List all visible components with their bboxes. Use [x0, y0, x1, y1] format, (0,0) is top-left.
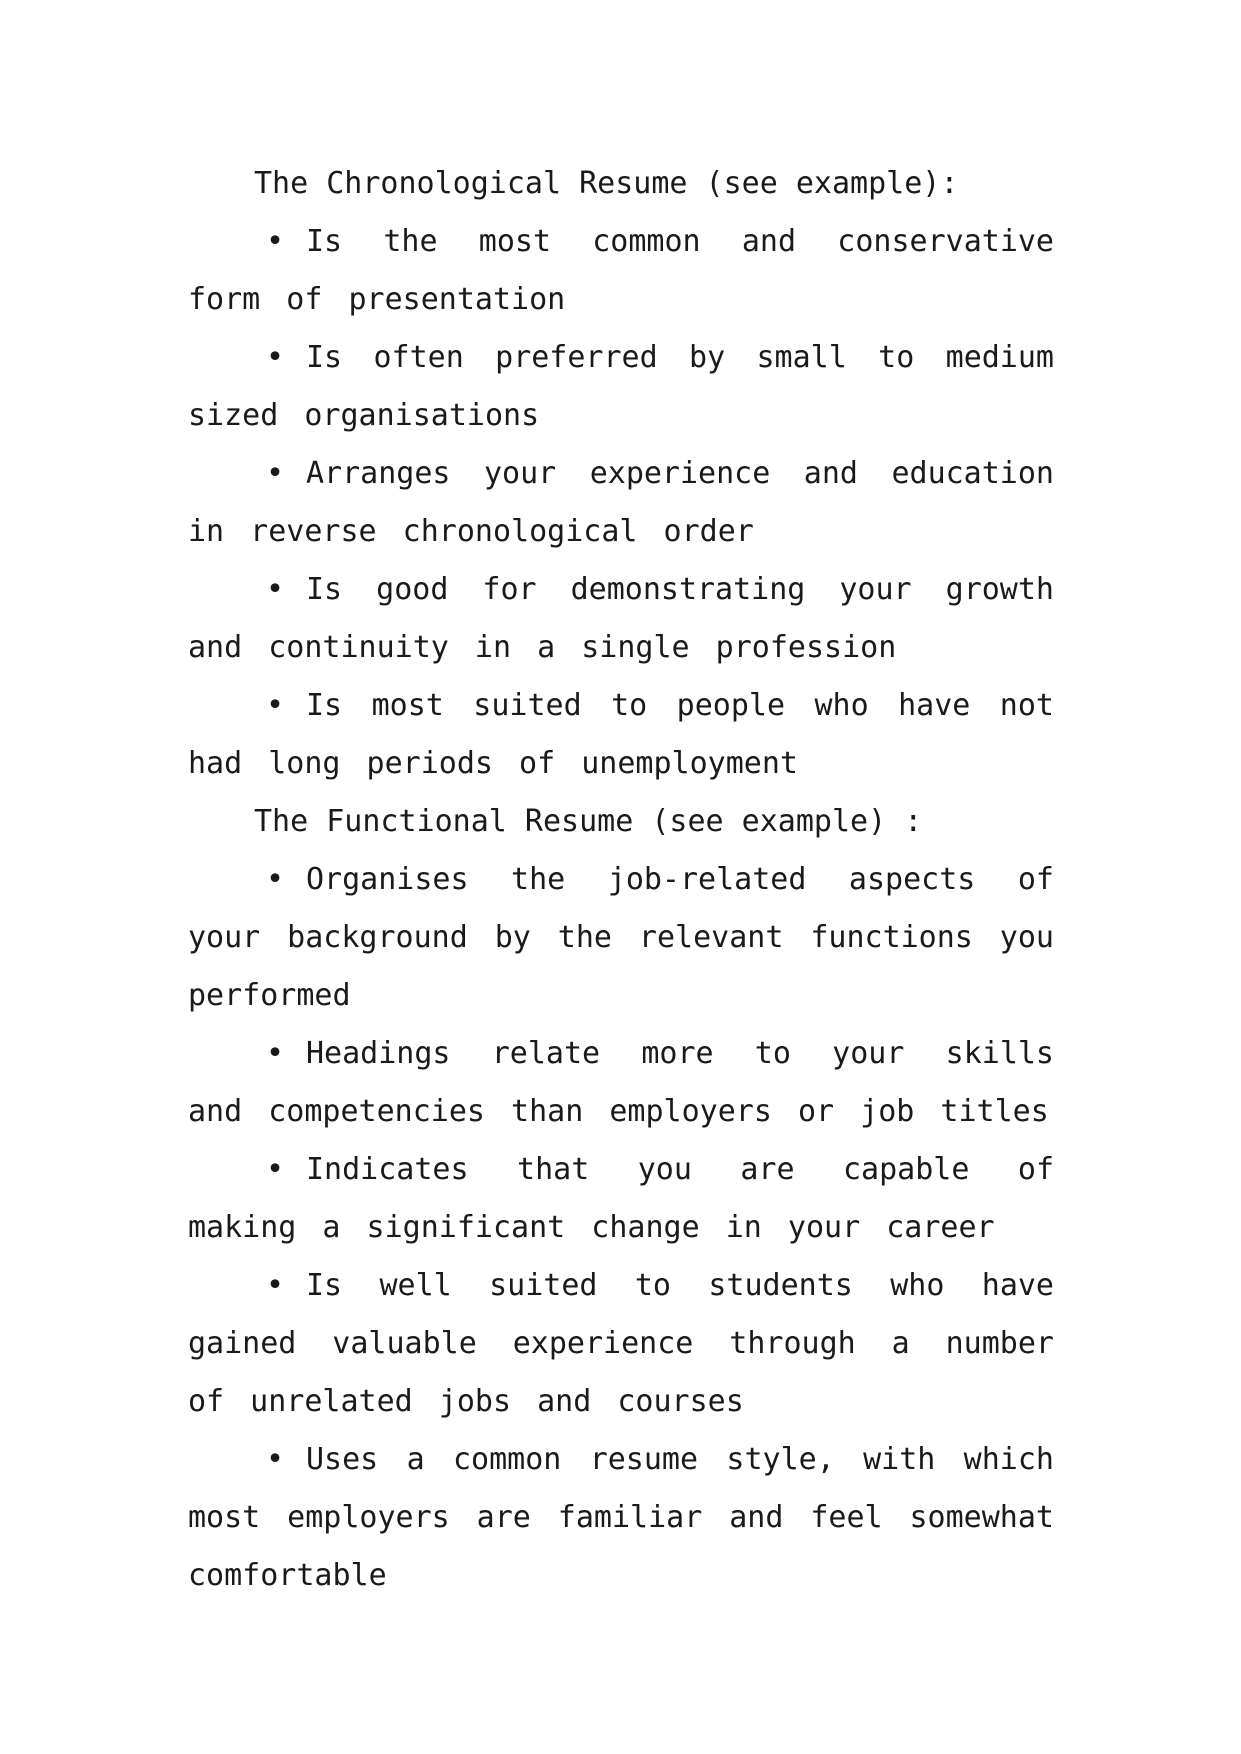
bullet-icon: • — [266, 688, 285, 723]
list-item-text: Is often preferred by small to medium sized organisations — [188, 340, 1054, 433]
list-item-text: Uses a common resume style, with which most employers are familiar and feel somewhat comfortable — [188, 1442, 1054, 1593]
list-item — [188, 1257, 1054, 1431]
bullet-icon: • — [266, 572, 285, 607]
list-item-text: Is well suited to students who have gained valuable experience through a number of unrelated jobs and courses — [188, 1268, 1054, 1419]
list-item — [188, 1141, 1054, 1257]
bullet-icon: • — [266, 1268, 285, 1303]
bullet-icon: • — [266, 862, 285, 897]
bullet-icon: • — [266, 1036, 285, 1071]
bullet-icon: • — [266, 456, 285, 491]
bullet-icon: • — [266, 340, 285, 375]
list-item — [188, 561, 1054, 677]
list-item — [188, 677, 1054, 793]
list-item-text: Headings relate more to your skills and competencies than employers or job titles — [188, 1036, 1054, 1129]
list-item-text: Is most suited to people who have not had long periods of unemployment — [188, 688, 1054, 781]
list-item — [188, 445, 1054, 561]
bullet-icon: • — [266, 1152, 285, 1187]
list-item-text: Is good for demonstrating your growth and continuity in a single profession — [188, 572, 1054, 665]
list-item-text: Is the most common and conservative form of presentation — [188, 224, 1054, 317]
section-heading-functional: The Functional Resume (see example) : — [254, 804, 923, 839]
list-item — [188, 1431, 1054, 1605]
bullet-icon: • — [266, 1442, 285, 1477]
list-item-text: Arranges your experience and education in reverse chronological order — [188, 456, 1054, 549]
bullet-icon: • — [266, 224, 285, 259]
list-item-text: Indicates that you are capable of making a significant change in your career — [188, 1152, 1054, 1245]
section-heading-chronological: The Chronological Resume (see example): — [254, 166, 959, 201]
document-body — [188, 155, 1054, 1605]
list-item — [188, 213, 1054, 329]
list-item — [188, 329, 1054, 445]
list-item — [188, 1025, 1054, 1141]
list-item-text: Organises the job-related aspects of your background by the relevant functions you performed — [188, 862, 1054, 1013]
list-item — [188, 851, 1054, 1025]
